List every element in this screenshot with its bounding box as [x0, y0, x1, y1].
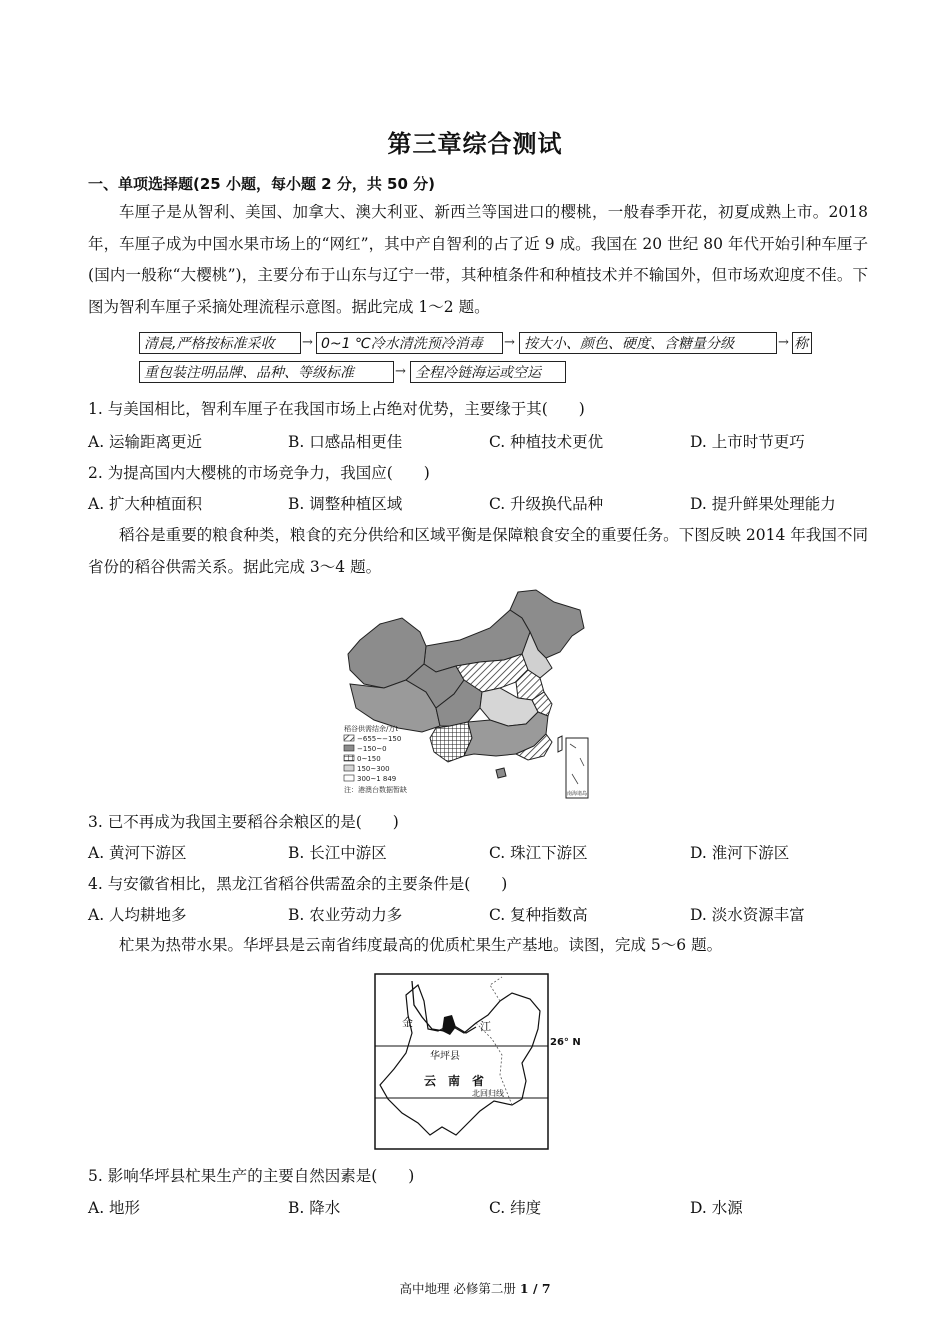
- q1-option-d[interactable]: D. 上市时节更巧: [690, 433, 805, 451]
- q2-option-c[interactable]: C. 升级换代品种: [489, 495, 604, 513]
- q5-option-b[interactable]: B. 降水: [288, 1199, 341, 1217]
- q4-option-d[interactable]: D. 淡水资源丰富: [690, 906, 805, 924]
- q2-option-b[interactable]: B. 调整种植区域: [288, 495, 403, 513]
- q4-option-a[interactable]: A. 人均耕地多: [88, 906, 187, 924]
- question-2-stem: 2. 为提高国内大樱桃的市场竞争力，我国应( ): [88, 464, 430, 482]
- q1-option-a[interactable]: A. 运输距离更近: [88, 433, 203, 451]
- page-number: 1 / 7: [519, 1281, 551, 1296]
- q5-option-a[interactable]: A. 地形: [88, 1199, 141, 1217]
- q5-option-c[interactable]: C. 纬度: [489, 1199, 542, 1217]
- q5-option-d[interactable]: D. 水源: [690, 1199, 743, 1217]
- arrow-icon: →: [302, 335, 313, 350]
- flow-step-6: 全程冷链海运或空运: [410, 361, 566, 383]
- question-1-stem: 1. 与美国相比，智利车厘子在我国市场上占绝对优势，主要缘于其( ): [88, 400, 585, 418]
- county-label: 华坪县: [430, 1051, 460, 1062]
- china-rice-map: [340, 588, 590, 800]
- question-3-stem: 3. 已不再成为我国主要稻谷余粮区的是( ): [88, 813, 399, 831]
- river-label-jin: 金: [402, 1016, 413, 1029]
- passage-rice: 稻谷是重要的粮食种类，粮食的充分供给和区域平衡是保障粮食安全的重要任务。下图反映 2014 年我国不同省份的稻谷供需关系。据此完成 3～4 题。: [88, 526, 868, 576]
- legend-item-2: −150~0: [357, 745, 387, 753]
- q3-option-a[interactable]: A. 黄河下游区: [88, 844, 187, 862]
- legend-item-5: 300~1 849: [357, 775, 397, 783]
- footer-text: 高中地理 必修第二册: [399, 1281, 520, 1296]
- latitude-label: 26° N: [550, 1037, 581, 1048]
- legend-item-1: −655~−150: [357, 735, 402, 743]
- q1-option-c[interactable]: C. 种植技术更优: [489, 433, 604, 451]
- passage-cherries: 车厘子是从智利、美国、加拿大、澳大利亚、新西兰等国进口的樱桃，一般春季开花，初夏成熟上市。2018 年，车厘子成为中国水果市场上的“网红”，其中产自智利的占了近 9 成。我国在 20 世纪 80 年代开始引种车厘子(国内一般称“大樱桃”)，主要分布于山东与辽宁一带，其种植条件和种植技术并不输国外，但市场欢迎度不佳。下图为智利车厘子采摘处理流程示意图。据此完成 1～2 题。: [88, 203, 868, 316]
- flow-step-4: 称: [792, 332, 812, 354]
- q3-option-b[interactable]: B. 长江中游区: [288, 844, 387, 862]
- question-5-stem: 5. 影响华坪县杧果生产的主要自然因素是( ): [88, 1167, 415, 1185]
- south-china-sea-inset: [566, 738, 588, 798]
- q4-option-c[interactable]: C. 复种指数高: [489, 906, 588, 924]
- q1-option-b[interactable]: B. 口感品相更佳: [288, 433, 403, 451]
- province-label: 云 南 省: [424, 1074, 485, 1088]
- q3-option-d[interactable]: D. 淮河下游区: [690, 844, 790, 862]
- map-legend-title: 稻谷供需结余/万t: [344, 725, 399, 733]
- legend-item-3: 0~150: [357, 755, 381, 763]
- page-title: 第三章综合测试: [387, 130, 563, 158]
- yunnan-map: [372, 971, 582, 1153]
- question-4-stem: 4. 与安徽省相比，黑龙江省稻谷供需盈余的主要条件是( ): [88, 875, 508, 893]
- map-note: 注：港澳台数据暂缺: [344, 786, 407, 794]
- section-heading: 一、单项选择题(25 小题，每小题 2 分，共 50 分): [88, 175, 436, 193]
- river-label-jiang: 江: [480, 1020, 491, 1033]
- q2-option-a[interactable]: A. 扩大种植面积: [88, 495, 203, 513]
- flow-step-2: 0~1 ℃冷水清洗预冷消毒: [316, 332, 503, 354]
- inset-label: 南海诸岛: [567, 791, 588, 797]
- arrow-icon: →: [395, 364, 406, 379]
- passage-mango: 杧果为热带水果。华坪县是云南省纬度最高的优质杧果生产基地。读图，完成 5～6 题。: [119, 936, 723, 954]
- q3-option-c[interactable]: C. 珠江下游区: [489, 844, 588, 862]
- page-footer: [0, 1279, 950, 1297]
- tropic-label: 北回归线: [472, 1089, 504, 1098]
- q2-option-d[interactable]: D. 提升鲜果处理能力: [690, 495, 836, 513]
- q4-option-b[interactable]: B. 农业劳动力多: [288, 906, 403, 924]
- legend-item-4: 150~300: [357, 765, 390, 773]
- flow-step-1: 清晨,严格按标准采收: [139, 332, 301, 354]
- arrow-icon: →: [778, 335, 789, 350]
- arrow-icon: →: [504, 335, 515, 350]
- flow-step-5: 重包装注明品牌、品种、等级标准: [139, 361, 394, 383]
- flow-step-3: 按大小、颜色、硬度、含糖量分级: [519, 332, 777, 354]
